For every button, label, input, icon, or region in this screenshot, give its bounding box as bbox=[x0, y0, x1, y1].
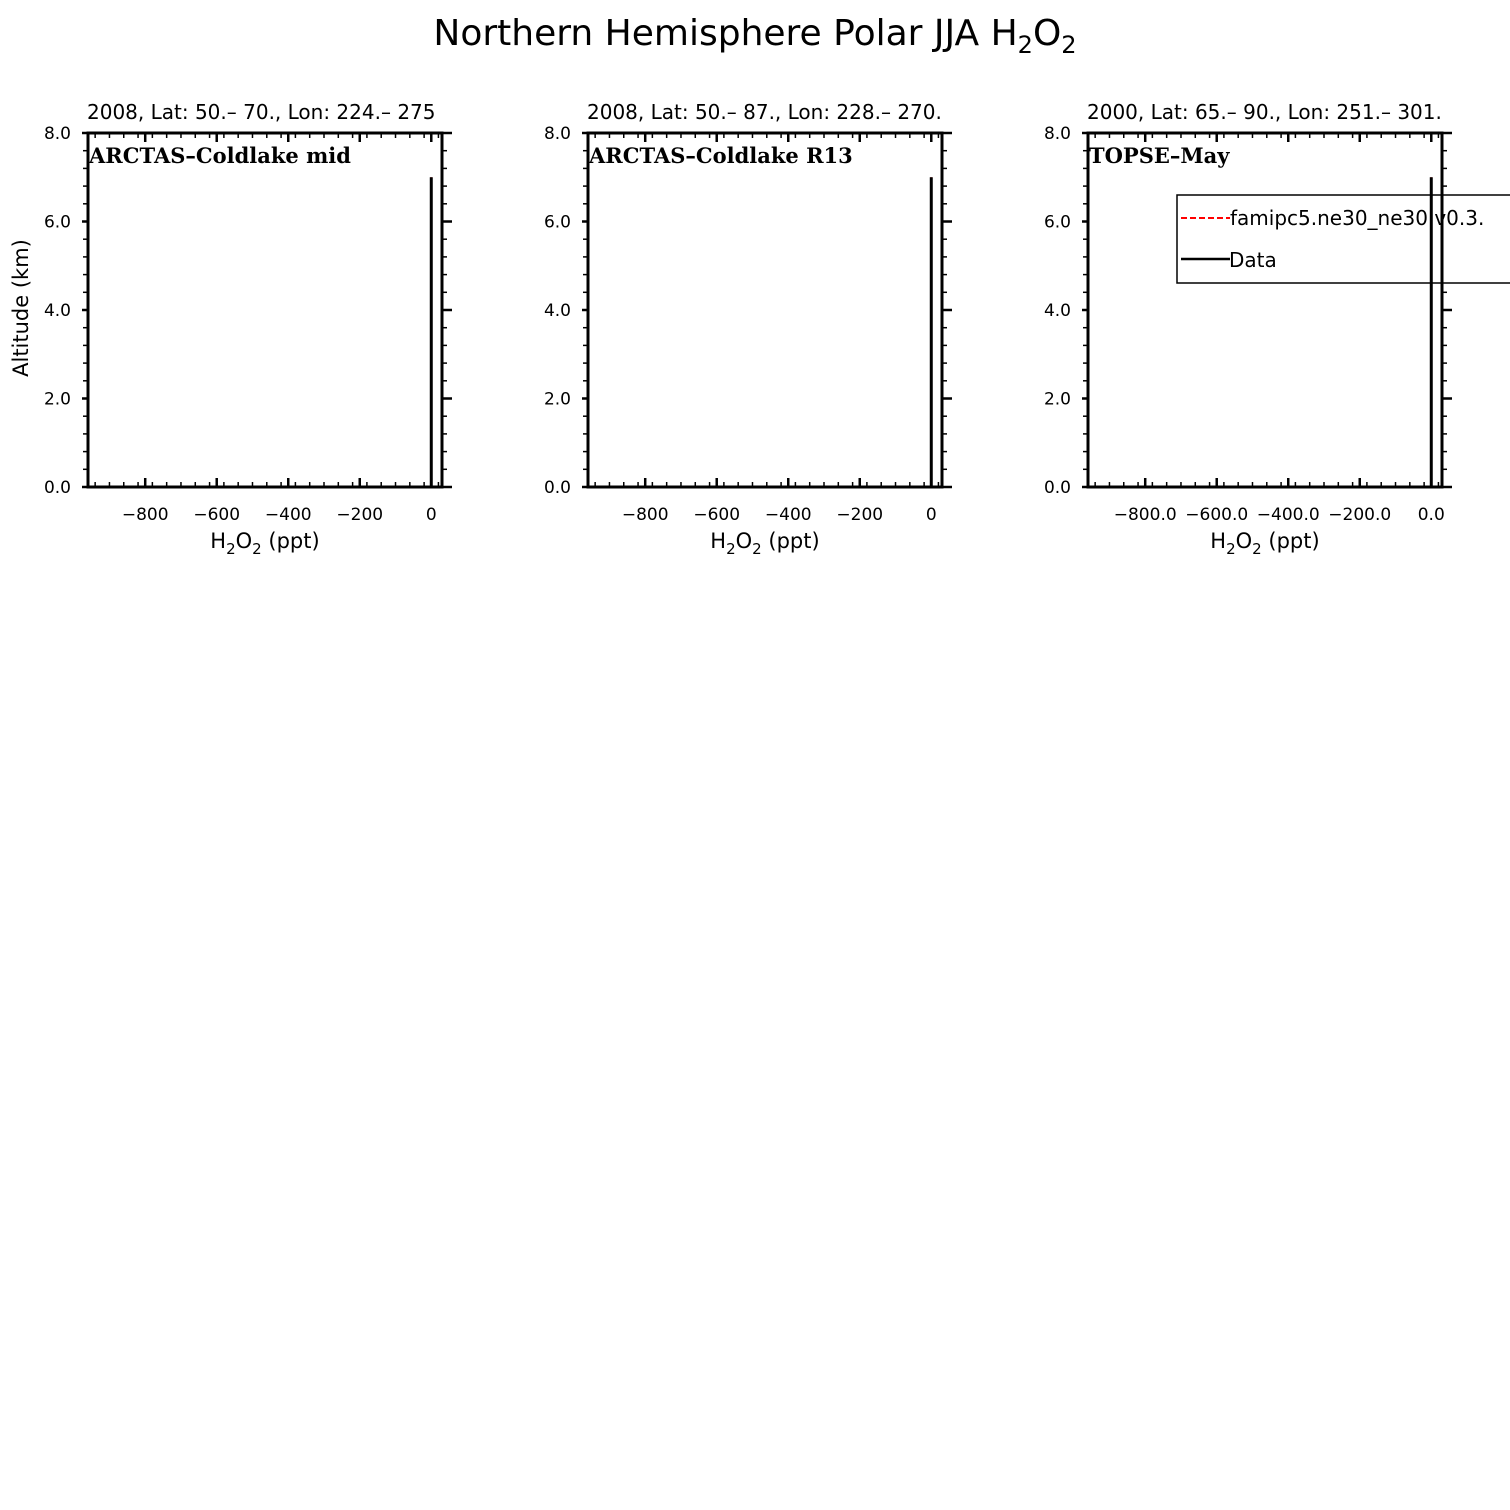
y-tick-label: 6.0 bbox=[43, 212, 71, 233]
x-tick-label: −400.0 bbox=[1256, 505, 1320, 525]
x-axis-label-part: 2 bbox=[726, 540, 736, 558]
x-axis-label-part: 2 bbox=[1252, 540, 1262, 558]
x-axis-label-part: O bbox=[1235, 529, 1253, 553]
legend bbox=[1177, 195, 1510, 283]
y-tick-label: 0.0 bbox=[43, 478, 71, 498]
x-tick-label: −800 bbox=[121, 505, 169, 525]
x-tick-label: 0 bbox=[925, 505, 937, 525]
x-axis-label-part: O bbox=[235, 529, 253, 553]
y-axis-label: Altitude (km) bbox=[9, 239, 33, 377]
x-axis-label-part: (ppt) bbox=[261, 529, 320, 553]
figure-title-sub2: 2 bbox=[1061, 31, 1077, 59]
x-tick-label: −800 bbox=[621, 505, 669, 525]
x-axis-label-part: 2 bbox=[252, 540, 262, 558]
campaign-label: ARCTAS–Coldlake R13 bbox=[589, 143, 853, 168]
y-tick-label: 8.0 bbox=[543, 124, 571, 144]
x-tick-label: −200 bbox=[836, 505, 884, 525]
x-axis-label-part: H bbox=[710, 529, 727, 553]
y-tick-label: 0.0 bbox=[1043, 478, 1071, 498]
x-tick-label: 0 bbox=[425, 505, 437, 525]
panel-header: 2008, Lat: 50.– 70., Lon: 224.– 275 bbox=[87, 100, 436, 124]
x-axis-label-part: O bbox=[735, 529, 753, 553]
panel-header: 2000, Lat: 65.– 90., Lon: 251.– 301. bbox=[1087, 100, 1442, 124]
figure-title-sub1: 2 bbox=[1017, 31, 1033, 59]
campaign-label: TOPSE–May bbox=[1089, 143, 1230, 168]
y-tick-label: 8.0 bbox=[1043, 124, 1071, 144]
x-tick-label: −200.0 bbox=[1328, 505, 1392, 525]
x-axis-label-part: 2 bbox=[226, 540, 236, 558]
x-tick-label: −600.0 bbox=[1185, 505, 1249, 525]
y-tick-label: 6.0 bbox=[1043, 212, 1071, 233]
x-tick-label: −600 bbox=[193, 505, 241, 525]
y-tick-label: 6.0 bbox=[543, 212, 571, 233]
legend-model-label: famipc5.ne30_ne30.v0.3. bbox=[1230, 206, 1485, 230]
x-tick-label: 0.0 bbox=[1417, 505, 1445, 525]
figure-title bbox=[433, 13, 1076, 59]
x-axis-label-part: H bbox=[210, 529, 227, 553]
y-tick-label: 4.0 bbox=[543, 301, 571, 321]
y-tick-label: 8.0 bbox=[43, 124, 71, 144]
x-axis-label-part: (ppt) bbox=[1261, 529, 1320, 553]
x-axis-label-part: 2 bbox=[752, 540, 762, 558]
legend-data-label: Data bbox=[1229, 248, 1277, 272]
x-tick-label: −200 bbox=[336, 505, 384, 525]
y-tick-label: 2.0 bbox=[543, 389, 571, 410]
x-axis-label-part: H bbox=[1210, 529, 1227, 553]
y-tick-label: 0.0 bbox=[543, 478, 571, 498]
figure-title-main: Northern Hemisphere Polar JJA H bbox=[433, 13, 1018, 54]
x-tick-label: −800.0 bbox=[1113, 505, 1177, 525]
figure-title-mid: O bbox=[1032, 13, 1062, 54]
x-axis-label-part: (ppt) bbox=[761, 529, 820, 553]
panel-header: 2008, Lat: 50.– 87., Lon: 228.– 270. bbox=[587, 100, 942, 124]
y-tick-label: 4.0 bbox=[43, 301, 71, 321]
x-axis-label-part: 2 bbox=[1226, 540, 1236, 558]
y-tick-label: 2.0 bbox=[1043, 389, 1071, 410]
y-tick-label: 4.0 bbox=[1043, 301, 1071, 321]
x-tick-label: −400 bbox=[264, 505, 312, 525]
x-tick-label: −400 bbox=[764, 505, 812, 525]
campaign-label: ARCTAS–Coldlake mid bbox=[89, 143, 351, 168]
y-tick-label: 2.0 bbox=[43, 389, 71, 410]
x-tick-label: −600 bbox=[693, 505, 741, 525]
